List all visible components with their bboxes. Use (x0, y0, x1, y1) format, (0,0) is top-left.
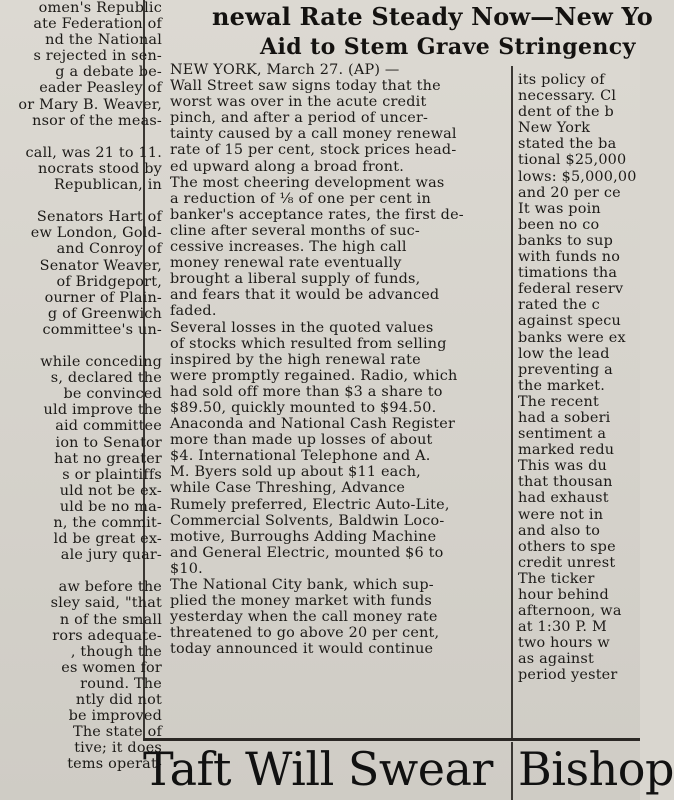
text-line (0, 129, 166, 145)
text-line: motive, Burroughs Adding Machine (170, 528, 437, 545)
text-line: its policy of (518, 72, 605, 88)
text-line: tainty caused by a call money renewal (170, 126, 457, 143)
text-line: a reduction of ⅛ of one per cent in (170, 190, 431, 207)
text-line: tional $25,000 (518, 152, 627, 169)
text-line: and Conroy of (56, 241, 162, 258)
text-line: as against (518, 651, 594, 668)
text-line: The most cheering development was (170, 174, 445, 191)
text-line: others to spe (518, 538, 616, 555)
text-line: es women for (61, 659, 162, 676)
text-line: committee's un- (42, 321, 162, 338)
text-line: The ticker (518, 570, 595, 587)
text-line: nsor of the meas- (32, 112, 162, 129)
text-line: preventing a (518, 361, 613, 378)
text-line: period yester (518, 667, 618, 684)
text-line: marked redu (518, 442, 615, 459)
text-line: tems operat- (67, 756, 162, 773)
text-line: Senator Weaver, (39, 257, 162, 274)
text-line: worst was over in the acute credit (170, 94, 427, 111)
right-column (514, 68, 640, 738)
bottom-rule (143, 738, 640, 741)
text-line: ed upward along a broad front. (170, 158, 405, 175)
text-line: inspired by the high renewal rate (170, 351, 421, 368)
text-line: ale jury quar- (60, 547, 162, 564)
text-line: hat no greater (54, 450, 162, 467)
text-line: timations tha (518, 265, 618, 282)
text-line: be improved (68, 708, 162, 725)
text-line: omen's Republic (38, 0, 162, 16)
text-line: ion to Senator (55, 434, 162, 451)
text-line: tive; it does (74, 740, 162, 757)
text-line: credit unrest (518, 554, 616, 571)
text-line: banker's acceptance rates, the first de- (170, 206, 464, 223)
text-line: lows: $5,000,00 (518, 168, 637, 185)
text-line: today announced it would continue (170, 641, 434, 658)
text-line: The state of (73, 724, 162, 741)
text-line: federal reserv (518, 281, 624, 298)
text-line: and General Electric, mounted $6 to (170, 544, 444, 561)
text-line: Commercial Solvents, Baldwin Loco- (170, 512, 445, 529)
text-line: The National City bank, which sup- (170, 577, 434, 593)
text-line: Several losses in the quoted values (170, 319, 434, 336)
text-line: n, the commit- (53, 515, 162, 531)
text-line: of stocks which resulted from selling (170, 335, 447, 352)
text-line: ew London, Gold- (30, 225, 162, 242)
text-line: plied the money market with funds (170, 593, 432, 610)
text-line: sentiment a (518, 426, 607, 443)
text-line: pinch, and after a period of uncer- (170, 110, 429, 127)
text-line: ntly did not (75, 692, 162, 709)
middle-column-article (150, 62, 510, 738)
text-line: threatened to go above 20 per cent, (170, 625, 440, 642)
text-line: the market. (518, 377, 606, 394)
text-line: or Mary B. Weaver, (18, 96, 162, 113)
text-line: afternoon, wa (518, 603, 622, 620)
text-line: Rumely preferred, Electric Auto-Lite, (170, 496, 450, 513)
column-rule-right (511, 66, 513, 738)
text-line: money renewal rate eventually (170, 255, 402, 272)
text-line: nocrats stood by (37, 160, 162, 177)
text-line: had sold off more than $3 a share to (170, 383, 443, 400)
text-line: banks to sup (518, 232, 614, 249)
text-line: necessary. Cl (518, 88, 617, 105)
text-line: brought a liberal supply of funds, (170, 271, 421, 288)
text-line: cline after several months of suc- (170, 222, 420, 239)
headline-line-2: Aid to Stem Grave Stringency (260, 34, 636, 60)
text-line: uld be no ma- (59, 498, 162, 515)
text-line: New York (518, 120, 591, 137)
text-line: ld be great ex- (53, 531, 162, 548)
bottom-headline-left: Taft Will Swear (143, 742, 493, 796)
text-line: Senators Hart of (36, 209, 162, 226)
text-line: had exhaust (518, 490, 609, 507)
text-line: Wall Street saw signs today that the (170, 78, 441, 95)
text-line: $4. International Telephone and A. (170, 448, 431, 465)
text-line: low the lead (518, 345, 610, 362)
text-line: with funds no (518, 249, 621, 266)
text-line: eader Peasley of (39, 80, 162, 97)
text-line: and fears that it would be advanced (170, 287, 440, 304)
left-column (0, 0, 166, 800)
text-line: NEW YORK, March 27. (AP) — (170, 62, 400, 78)
text-line: s or plaintiffs (62, 466, 162, 483)
text-line: aid committee (55, 418, 162, 435)
headline-line-1: newal Rate Steady Now—New Yo (212, 2, 653, 31)
text-line: rors adequate- (52, 627, 162, 644)
text-line: s, declared the (50, 370, 162, 387)
text-line: against specu (518, 313, 622, 330)
text-line: ate Federation of (33, 16, 162, 33)
text-line: M. Byers sold up about $11 each, (170, 464, 421, 481)
text-line: g of Greenwich (47, 305, 162, 322)
text-line: $89.50, quickly mounted to $94.50. (170, 399, 437, 416)
text-line: cessive increases. The high call (170, 239, 407, 256)
bottom-headline-right: Bishop (518, 742, 674, 796)
text-line: rate of 15 per cent, stock prices head- (170, 142, 457, 159)
text-line: round. The (80, 675, 162, 692)
text-line: nd the National (45, 32, 162, 49)
text-line: were promptly regained. Radio, which (170, 367, 458, 384)
text-line: $10. (170, 560, 203, 577)
text-line: Republican, in (54, 177, 162, 194)
text-line: be convinced (63, 386, 162, 403)
text-line: This was du (518, 458, 607, 475)
text-line: uld improve the (43, 402, 162, 419)
text-line: hour behind (518, 587, 609, 603)
text-line: were not in (518, 506, 604, 523)
text-line (0, 338, 166, 354)
text-line: g a debate be- (55, 64, 162, 81)
text-line: ourner of Plain- (44, 289, 162, 306)
text-line: more than made up losses of about (170, 432, 433, 449)
text-line: and also to (518, 522, 601, 539)
text-line: had a soberi (518, 409, 611, 426)
text-line: call, was 21 to 11. (25, 144, 162, 161)
text-line: stated the ba (518, 136, 617, 153)
text-line: Anaconda and National Cash Register (170, 416, 456, 433)
text-line: faded. (170, 303, 217, 320)
text-line: while Case Threshing, Advance (170, 480, 406, 497)
text-line: n of the small (59, 611, 162, 628)
text-line (0, 563, 166, 579)
text-line: It was poin (518, 200, 601, 217)
text-line: while conceding (40, 354, 162, 371)
text-line: , though the (70, 643, 162, 660)
text-line: The recent (518, 393, 599, 410)
text-line: dent of the b (518, 104, 614, 121)
text-line (0, 193, 166, 209)
text-line: that thousan (518, 474, 613, 491)
text-line: sley said, "that (50, 595, 162, 612)
text-line: banks were ex (518, 329, 626, 346)
text-line: two hours w (518, 635, 610, 652)
text-line: uld not be ex- (59, 482, 162, 499)
bottom-headline-divider (511, 742, 513, 800)
text-line: s rejected in sen- (33, 48, 162, 65)
text-line: yesterday when the call money rate (170, 609, 438, 626)
text-line: of Bridgeport, (56, 273, 162, 290)
text-line: at 1:30 P. M (518, 619, 607, 636)
text-line: and 20 per ce (518, 184, 621, 201)
text-line: been no co (518, 216, 600, 233)
text-line: rated the c (518, 297, 600, 314)
text-line: aw before the (58, 579, 162, 596)
